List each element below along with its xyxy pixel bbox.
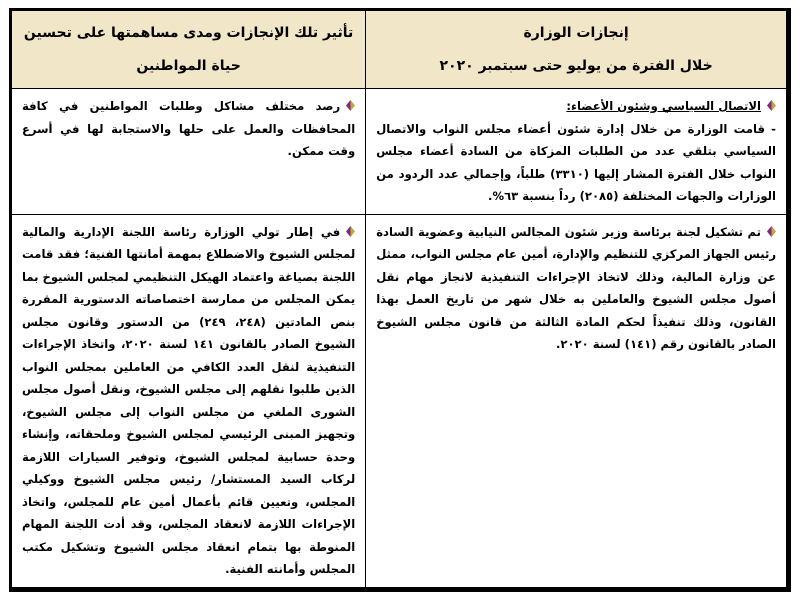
table-frame bbox=[9, 8, 791, 592]
political-contact-title: الاتصال السياسي وشئون الأعضاء: bbox=[566, 99, 761, 113]
achievements-table bbox=[11, 10, 787, 588]
header-impact-line2: حياة المواطنين bbox=[136, 57, 241, 74]
header-achievements-title bbox=[366, 17, 786, 83]
header-achievements-cell bbox=[366, 11, 787, 89]
header-achievements-line2: خلال الفترة من يوليو حتى سبتمبر ٢٠٢٠ bbox=[439, 57, 713, 74]
impact-cell bbox=[12, 89, 366, 215]
achievement-cell bbox=[366, 214, 787, 588]
diamond-bullet-icon bbox=[767, 100, 776, 111]
impact-cell bbox=[12, 214, 366, 588]
committee-formation-text: تم تشكيل لجنة برئاسة وزير شئون المجالس النيابية وعضوية السادة رئيس الجهاز المركزي للتنظيم والإدارة، أمين عام مجلس النواب، ممثل عن وزارة المالية، وذلك لاتخاذ الإجراءات التنفيذية لانجاز مهام نقل أصول مجلس الشيوخ والعاملين به خلال شهر من تاريخ العمل بهذا القانون، وذلك تنفيذاً لحكم المادة الثالثة من قانون مجلس الشيوخ الصادر بالقانون رقم (١٤١) لسنة ٢٠٢٠. bbox=[376, 224, 776, 351]
table-header-row bbox=[12, 11, 787, 89]
achievement-content bbox=[366, 89, 786, 214]
senate-committee-text: في إطار تولي الوزارة رئاسة اللجنة الإدارية والمالية لمجلس الشيوخ والاضطلاع بمهمة أمانتها الفنية؛ فقد قامت اللجنة بصياغة واعتماد الهيكل التنظيمي لمجلس الشيوخ بما يمكن المجلس من ممارسة اختصاصاته الدستورية المقررة بنص المادتين (٢٤٨، ٢٤٩) من الدستور وقانون مجلس الشيوخ الصادر بالقانون ١٤١ لسنة ٢٠٢٠، واتخاذ الإجراءات التنفيذية لنقل العدد الكافي من العاملين بمجلس النواب الذين طلبوا نقلهم إلى مجلس الشيوخ، ونقل أصول مجلس الشورى الملغي من مجلس النواب إلى مجلس الشيوخ، وتجهيز المبنى الرئيسي لمجلس الشيوخ وملحقاته، وإنشاء وحدة حسابية لمجلس الشيوخ، وتوفير السيارات اللازمة لركاب السيد المستشار/ رئيس مجلس الشيوخ ووكيلي المجلس، وتعيين قائم بأعمال أمين عام للمجلس، واتخاذ الإجراءات اللازمة لانعقاد المجلس، وقد أدت اللجنة المهام المنوطة بها بتمام انعقاد مجلس الشيوخ وتشكيل مكتب المجلس وأمانته الفنية. bbox=[22, 224, 356, 576]
impact-content bbox=[12, 215, 365, 587]
diamond-bullet-icon bbox=[767, 226, 776, 237]
impact-content bbox=[12, 89, 365, 169]
header-achievements-line1: إنجازات الوزارة bbox=[523, 24, 629, 41]
achievement-cell bbox=[366, 89, 787, 215]
header-impact-title bbox=[12, 17, 365, 83]
citizens-requests-text: رصد مختلف مشاكل وطلبات المواطنين في كافة المحافظات والعمل على حلها والاستجابة لها في أسرع وقت ممكن. bbox=[22, 99, 356, 158]
political-contact-text: - قامت الوزارة من خلال إدارة شئون أعضاء مجلس النواب والاتصال السياسي بتلقي عدد من الطلبات المزكاة من السادة أعضاء مجلس النواب خلال الفترة المشار إليها (٣٣١٠) طلباً، وإجمالي عدد الردود من الوزارات والجهات المختلفة (٢٠٨٥) رداً بنسبة ٦٣%. bbox=[376, 121, 776, 203]
table-row bbox=[12, 89, 787, 215]
header-impact-cell bbox=[12, 11, 366, 89]
table-row bbox=[12, 214, 787, 588]
header-impact-line1: تأثير تلك الإنجازات ومدى مساهمتها على تحسين bbox=[23, 24, 354, 41]
achievement-content bbox=[366, 215, 786, 362]
diamond-bullet-icon bbox=[346, 100, 355, 111]
diamond-bullet-icon bbox=[346, 226, 355, 237]
